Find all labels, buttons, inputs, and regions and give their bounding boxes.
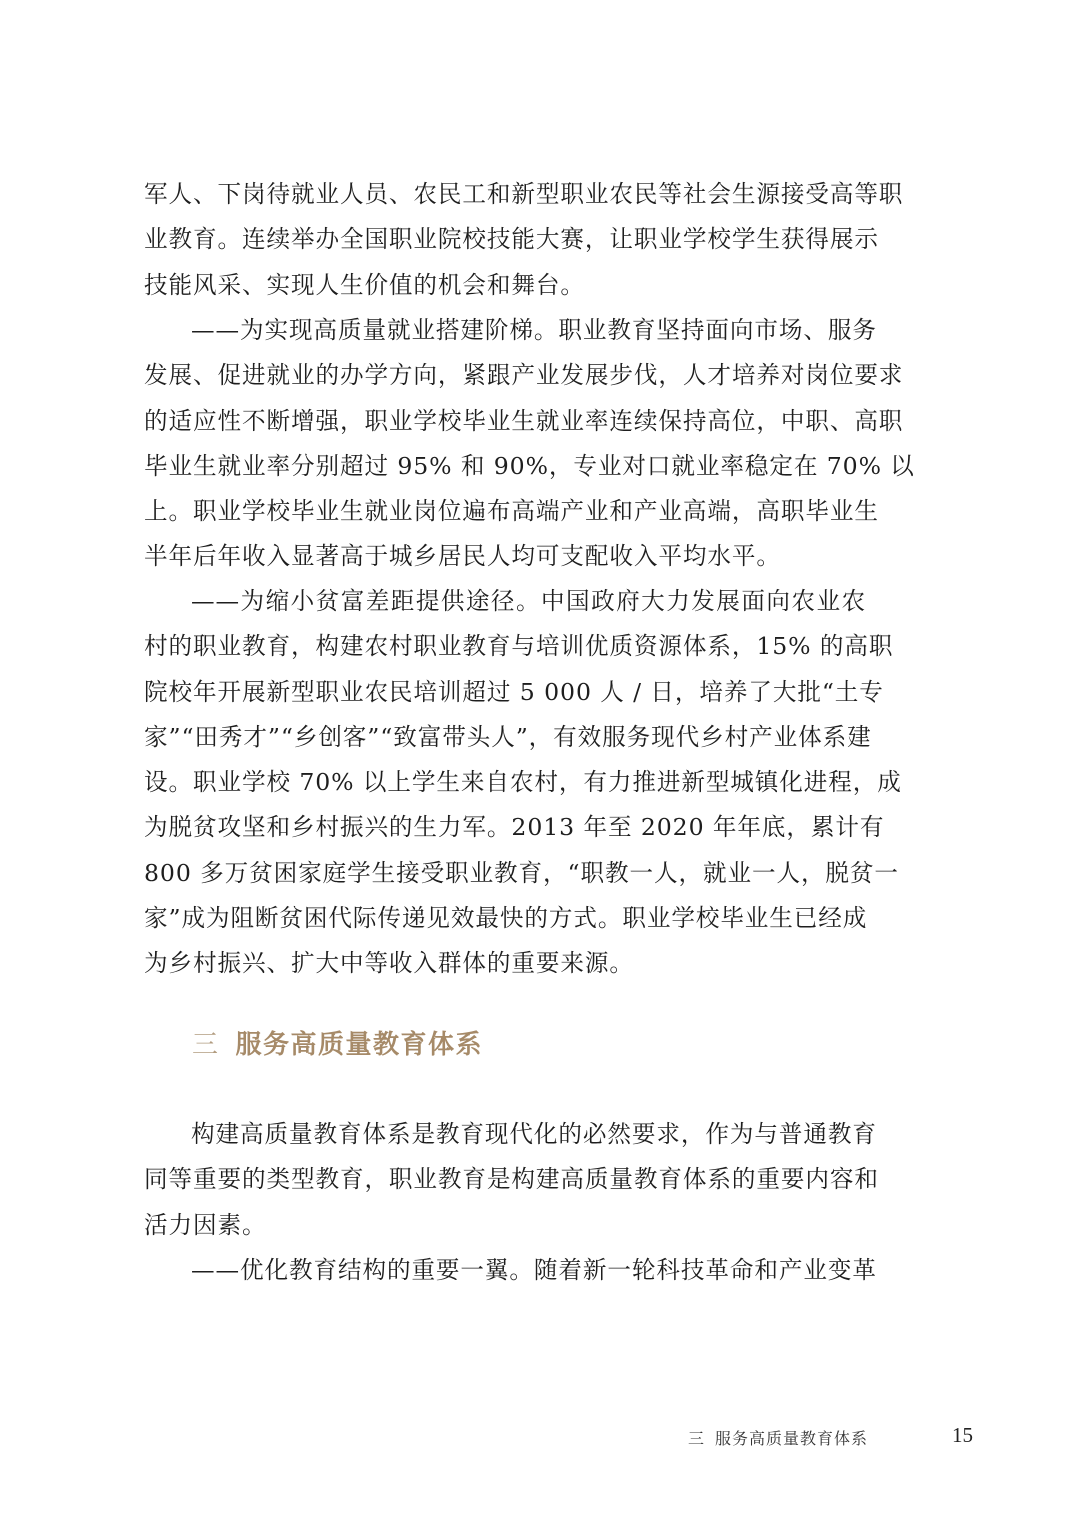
text-line: 家”“田秀才”“乡创客”“致富带头人”，有效服务现代乡村产业体系建: [144, 722, 872, 751]
text-line: 的适应性不断增强，职业学校毕业生就业率连续保持高位，中职、高职: [144, 406, 904, 435]
text-line: 构建高质量教育体系是教育现代化的必然要求，作为与普通教育: [191, 1120, 877, 1148]
text-line: 院校年开展新型职业农民培训超过 5 000 人 / 日，培养了大批“土专: [144, 677, 884, 706]
footer-section-number: 三: [688, 1429, 706, 1448]
paragraph-employment: [144, 308, 915, 580]
text-line: 家”成为阻断贫困代际传递见效最快的方式。职业学校毕业生已经成: [144, 904, 868, 933]
text-line: 设。职业学校 70% 以上学生来自农村，有力推进新型城镇化进程，成: [144, 768, 902, 797]
section-heading: [192, 1024, 483, 1061]
text-line: 为乡村振兴、扩大中等收入群体的重要来源。: [144, 949, 634, 978]
page-number: 15: [952, 1423, 973, 1447]
text-line: 发展、促进就业的办学方向，紧跟产业发展步伐，人才培养对岗位要求: [144, 361, 904, 390]
text-line: 为脱贫攻坚和乡村振兴的生力军。2013 年至 2020 年年底，累计有: [144, 813, 885, 842]
paragraph-education-system: [144, 1112, 879, 1293]
section-number: 三: [192, 1030, 220, 1060]
text-line: ——优化教育结构的重要一翼。随着新一轮科技革命和产业变革: [191, 1255, 877, 1284]
text-line: 800 多万贫困家庭学生接受职业教育，“职教一人，就业一人，脱贫一: [144, 858, 899, 887]
text-line: ——为实现高质量就业搭建阶梯。职业教育坚持面向市场、服务: [191, 316, 877, 344]
text-line: 技能风采、实现人生价值的机会和舞台。: [144, 270, 585, 299]
text-line: ——为缩小贫富差距提供途径。中国政府大力发展面向农业农: [191, 587, 866, 615]
text-line: 半年后年收入显著高于城乡居民人均可支配收入平均水平。: [144, 542, 781, 571]
running-footer-title: [688, 1426, 868, 1449]
section-title: 服务高质量教育体系: [235, 1030, 484, 1060]
footer-section-title: 服务高质量教育体系: [715, 1429, 869, 1448]
text-line: 同等重要的类型教育，职业教育是构建高质量教育体系的重要内容和: [144, 1165, 879, 1194]
text-line: 业教育。连续举办全国职业院校技能大赛，让职业学校学生获得展示: [144, 225, 879, 254]
text-line: 村的职业教育，构建农村职业教育与培训优质资源体系，15% 的高职: [144, 632, 894, 661]
page-footer: [0, 1423, 1083, 1452]
text-line: 军人、下岗待就业人员、农民工和新型职业农民等社会生源接受高等职: [144, 180, 904, 208]
text-line: 活力因素。: [144, 1210, 267, 1239]
paragraph-poverty: [144, 579, 902, 987]
text-line: 毕业生就业率分别超过 95% 和 90%，专业对口就业率稳定在 70% 以: [144, 451, 915, 480]
paragraph-continued: [144, 172, 904, 308]
text-line: 上。职业学校毕业生就业岗位遍布高端产业和产业高端，高职毕业生: [144, 497, 879, 526]
